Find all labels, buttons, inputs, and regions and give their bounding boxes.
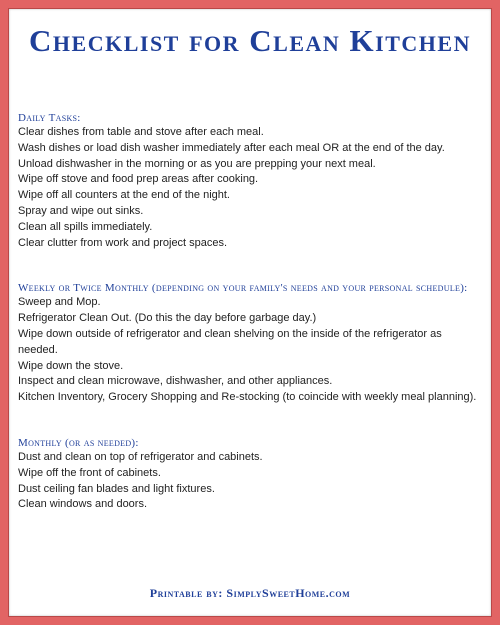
- task-item: Wipe off the front of cabinets.: [18, 466, 161, 479]
- task-item: Dust and clean on top of refrigerator and cabinets.: [18, 450, 263, 463]
- task-item: Clear dishes from table and stove after each meal.: [18, 126, 264, 138]
- section-heading: Monthly (or as needed):: [18, 436, 139, 449]
- task-item: Unload dishwasher in the morning or as you are prepping your next meal.: [18, 157, 376, 170]
- task-item: Clean windows and doors.: [18, 498, 148, 511]
- section-daily: [18, 111, 477, 251]
- task-item: Kitchen Inventory, Grocery Shopping and Re-stocking (to coincide with weekly meal planning).: [18, 391, 477, 404]
- task-item: Wash dishes or load dish washer immediately after each meal OR at the end of the day.: [18, 141, 445, 154]
- task-item: Inspect and clean microwave, dishwasher, and other appliances.: [18, 375, 333, 388]
- task-list: [18, 450, 477, 513]
- task-item: Refrigerator Clean Out. (Do this the day before garbage day.): [18, 312, 317, 325]
- task-list: [18, 295, 477, 406]
- page-title: Checklist for Clean Kitchen: [29, 23, 471, 58]
- task-item: Wipe down outside of refrigerator and clean shelving on the inside of the refrigerator as needed.: [18, 327, 442, 356]
- task-list: [18, 125, 477, 251]
- checklist-content: [18, 111, 477, 513]
- section-heading: Weekly or Twice Monthly (depending on your family's needs and your personal schedule):: [18, 282, 468, 295]
- section-monthly: [18, 436, 477, 513]
- section-weekly: [18, 281, 477, 406]
- printable-credit: Printable by: SimplySweetHome.com: [149, 586, 351, 600]
- checklist-sheet: [8, 8, 492, 617]
- task-item: Wipe off stove and food prep areas after cooking.: [18, 173, 259, 186]
- task-item: Dust ceiling fan blades and light fixtures.: [18, 482, 215, 495]
- task-item: Clear clutter from work and project spaces.: [18, 236, 228, 249]
- task-item: Spray and wipe out sinks.: [18, 204, 144, 217]
- section-heading: Daily Tasks:: [18, 112, 81, 124]
- task-item: Sweep and Mop.: [18, 296, 101, 309]
- task-item: Wipe off all counters at the end of the night.: [18, 189, 230, 202]
- task-item: Clean all spills immediately.: [18, 220, 153, 233]
- task-item: Wipe down the stove.: [18, 359, 124, 372]
